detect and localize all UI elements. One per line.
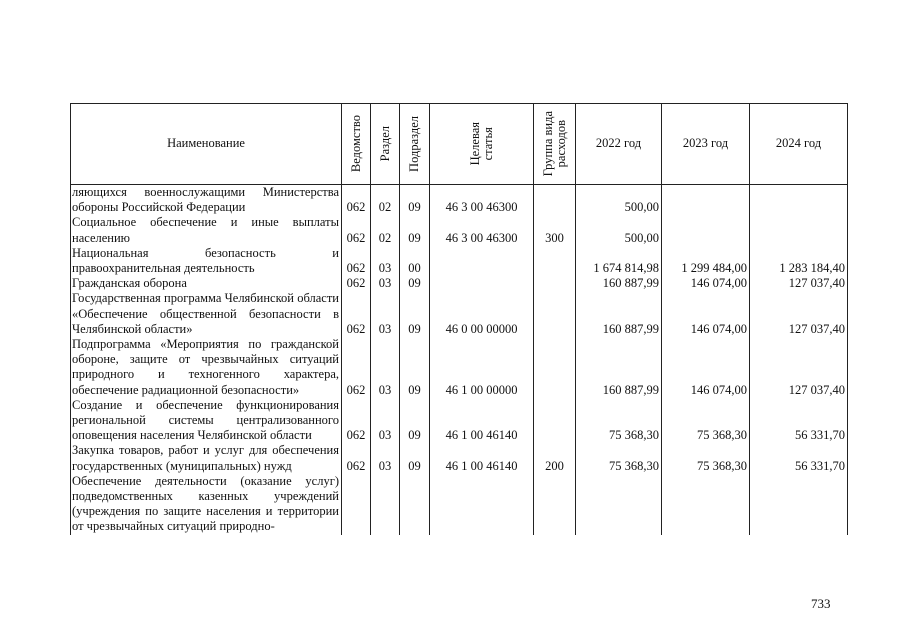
budget-table <box>70 103 848 535</box>
row-name: Создание и обеспечение функционирования региональной системы централизованного оповещения населения Челябинской области <box>71 398 342 444</box>
row-value-2022: 500,00 <box>576 215 662 245</box>
row-value-2022: 1 674 814,98 <box>576 246 662 276</box>
row-vedomstvo <box>342 474 371 535</box>
table-body <box>71 185 848 535</box>
row-value-2023 <box>662 185 750 216</box>
header-2023: 2023 год <box>662 104 750 185</box>
row-name: Государственная программа Челябинской области «Обеспечение общественной безопасности в Челябинской области» <box>71 291 342 337</box>
row-value-2024: 1 283 184,40 <box>750 246 848 276</box>
row-vedomstvo: 062 <box>342 337 371 398</box>
row-gruppa <box>534 398 576 444</box>
table-row <box>71 246 848 276</box>
header-vedomstvo: Ведомство <box>342 104 371 185</box>
row-name: Национальная безопасность и правоохранительная деятельность <box>71 246 342 276</box>
row-celevaya-statya: 46 1 00 46140 <box>430 443 534 473</box>
row-podrazdel: 09 <box>400 398 430 444</box>
table-row <box>71 291 848 337</box>
row-podrazdel: 09 <box>400 337 430 398</box>
budget-table-container <box>70 103 847 535</box>
row-podrazdel: 09 <box>400 276 430 291</box>
row-vedomstvo: 062 <box>342 276 371 291</box>
row-podrazdel: 09 <box>400 443 430 473</box>
row-value-2024 <box>750 185 848 216</box>
row-value-2024 <box>750 215 848 245</box>
table-row <box>71 443 848 473</box>
table-row <box>71 185 848 216</box>
row-razdel: 03 <box>371 443 400 473</box>
row-podrazdel: 09 <box>400 291 430 337</box>
row-celevaya-statya: 46 1 00 46140 <box>430 398 534 444</box>
row-vedomstvo: 062 <box>342 291 371 337</box>
header-celevaya-statya: Целевая статья <box>430 104 534 185</box>
table-row <box>71 215 848 245</box>
row-celevaya-statya: 46 1 00 00000 <box>430 337 534 398</box>
row-value-2023 <box>662 474 750 535</box>
row-value-2023: 146 074,00 <box>662 291 750 337</box>
row-vedomstvo: 062 <box>342 398 371 444</box>
row-name: Подпрограмма «Мероприятия по гражданской обороне, защите от чрезвычайных ситуаций природного и техногенного характера, обеспечение радиационной безопасности» <box>71 337 342 398</box>
row-name: Закупка товаров, работ и услуг для обеспечения государственных (муниципальных) нужд <box>71 443 342 473</box>
row-gruppa <box>534 291 576 337</box>
row-razdel: 03 <box>371 291 400 337</box>
row-value-2024 <box>750 474 848 535</box>
header-gruppa-vida-raskhodov: Группа вида расходов <box>534 104 576 185</box>
row-value-2022: 160 887,99 <box>576 276 662 291</box>
row-razdel: 03 <box>371 337 400 398</box>
row-name: Социальное обеспечение и иные выплаты населению <box>71 215 342 245</box>
row-name: Обеспечение деятельности (оказание услуг) подведомственных казенных учреждений (учреждения по защите населения и территории от чрезвычайных ситуаций природно- <box>71 474 342 535</box>
row-vedomstvo: 062 <box>342 215 371 245</box>
row-celevaya-statya: 46 3 00 46300 <box>430 185 534 216</box>
row-celevaya-statya <box>430 246 534 276</box>
row-vedomstvo: 062 <box>342 185 371 216</box>
row-razdel: 03 <box>371 246 400 276</box>
row-value-2022: 160 887,99 <box>576 337 662 398</box>
row-podrazdel: 09 <box>400 185 430 216</box>
row-vedomstvo: 062 <box>342 246 371 276</box>
row-value-2023: 75 368,30 <box>662 443 750 473</box>
row-value-2022: 75 368,30 <box>576 443 662 473</box>
row-value-2024: 56 331,70 <box>750 398 848 444</box>
table-row <box>71 276 848 291</box>
row-value-2023: 146 074,00 <box>662 337 750 398</box>
header-podrazdel: Подраздел <box>400 104 430 185</box>
row-podrazdel: 00 <box>400 246 430 276</box>
row-value-2023: 1 299 484,00 <box>662 246 750 276</box>
row-gruppa <box>534 276 576 291</box>
row-gruppa <box>534 185 576 216</box>
row-value-2022 <box>576 474 662 535</box>
row-value-2022: 160 887,99 <box>576 291 662 337</box>
page-number: 733 <box>811 596 831 611</box>
row-value-2023: 146 074,00 <box>662 276 750 291</box>
row-celevaya-statya <box>430 474 534 535</box>
row-razdel: 02 <box>371 185 400 216</box>
row-celevaya-statya: 46 0 00 00000 <box>430 291 534 337</box>
header-row <box>71 104 848 185</box>
row-podrazdel <box>400 474 430 535</box>
row-value-2024: 56 331,70 <box>750 443 848 473</box>
row-name: Гражданская оборона <box>71 276 342 291</box>
row-value-2024: 127 037,40 <box>750 337 848 398</box>
row-value-2024: 127 037,40 <box>750 276 848 291</box>
header-name: Наименование <box>71 104 342 185</box>
row-value-2022: 500,00 <box>576 185 662 216</box>
table-row <box>71 398 848 444</box>
header-2024: 2024 год <box>750 104 848 185</box>
row-value-2024: 127 037,40 <box>750 291 848 337</box>
row-name: ляющихся военнослужащими Министерства обороны Российской Федерации <box>71 185 342 216</box>
row-gruppa: 300 <box>534 215 576 245</box>
header-razdel: Раздел <box>371 104 400 185</box>
row-vedomstvo: 062 <box>342 443 371 473</box>
row-celevaya-statya: 46 3 00 46300 <box>430 215 534 245</box>
header-2022: 2022 год <box>576 104 662 185</box>
row-value-2023: 75 368,30 <box>662 398 750 444</box>
table-row <box>71 474 848 535</box>
row-value-2022: 75 368,30 <box>576 398 662 444</box>
table-row <box>71 337 848 398</box>
row-gruppa: 200 <box>534 443 576 473</box>
row-value-2023 <box>662 215 750 245</box>
row-razdel: 03 <box>371 398 400 444</box>
row-razdel: 02 <box>371 215 400 245</box>
row-gruppa <box>534 337 576 398</box>
row-celevaya-statya <box>430 276 534 291</box>
row-gruppa <box>534 246 576 276</box>
row-razdel <box>371 474 400 535</box>
row-razdel: 03 <box>371 276 400 291</box>
row-gruppa <box>534 474 576 535</box>
row-podrazdel: 09 <box>400 215 430 245</box>
